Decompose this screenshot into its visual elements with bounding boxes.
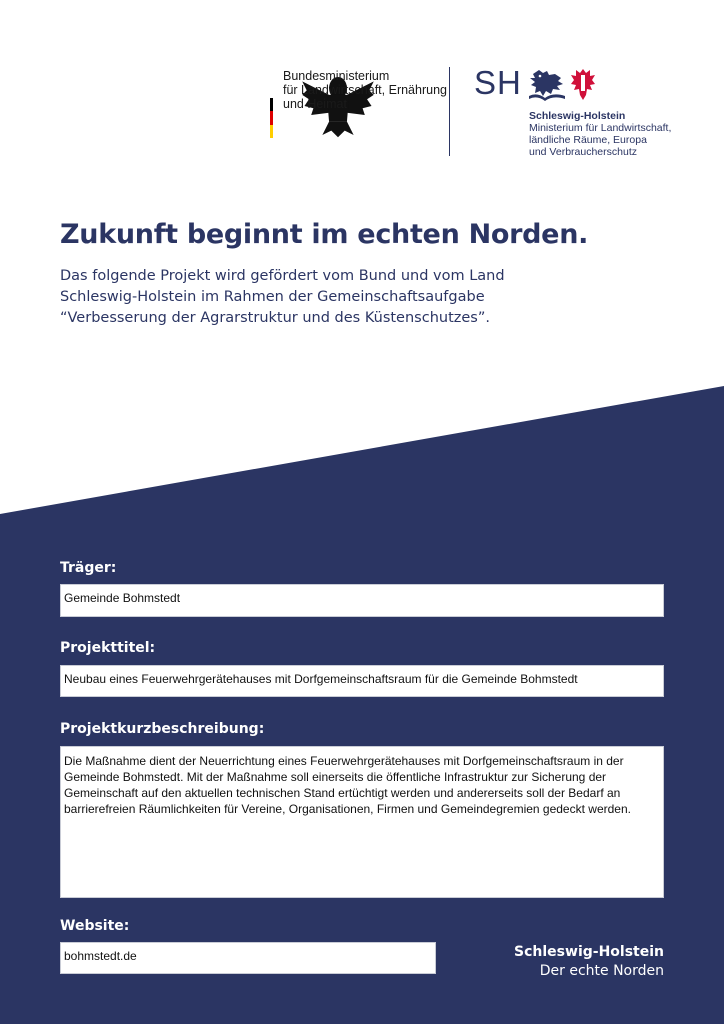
- beschreibung-label: Projektkurzbeschreibung:: [60, 721, 265, 737]
- website-label: Website:: [60, 918, 130, 934]
- sh-ministry-line-1: Ministerium für Landwirtschaft,: [529, 122, 672, 134]
- bmel-line-3: und Heimat: [283, 97, 347, 111]
- beschreibung-line-2: Gemeinde Bohmstedt. Mit der Maßnahme soll einerseits die öffentliche Infrastruktur zur Sicherung der: [64, 770, 607, 784]
- website-field[interactable]: bohmstedt.de: [60, 942, 436, 974]
- bmel-line-1: Bundesministerium: [283, 69, 390, 83]
- german-flag-bar: [270, 98, 273, 138]
- traeger-label: Träger:: [60, 560, 117, 576]
- beschreibung-line-1: Die Maßnahme dient der Neuerrichtung eines Feuerwehrgerätehauses mit Dorfgemeinschaftsraum in der: [64, 754, 624, 768]
- beschreibung-line-3: Gemeinschaft auf den aktuellen technischen Stand ertüchtigt werden und andererseits soll der Bedarf an: [64, 786, 621, 800]
- projekttitel-field[interactable]: Neubau eines Feuerwehrgerätehauses mit Dorfgemeinschaftsraum für die Gemeinde Bohmstedt: [60, 665, 664, 697]
- sh-name: Schleswig-Holstein: [529, 110, 626, 122]
- bmel-ministry-name: [283, 69, 447, 111]
- sh-nettle-leaf-icon: [570, 67, 596, 101]
- sh-lion-icon: [527, 66, 567, 102]
- intro-text: [60, 266, 660, 329]
- footer-brand-line-1: Schleswig-Holstein: [514, 944, 664, 960]
- footer-brand: [514, 943, 664, 981]
- footer-brand-line-2: Der echte Norden: [539, 963, 664, 979]
- sh-ministry-line-2: ländliche Räume, Europa: [529, 134, 647, 146]
- bmel-line-2: für Landwirtschaft, Ernährung: [283, 83, 447, 97]
- logo-divider: [449, 67, 450, 156]
- projekttitel-label: Projekttitel:: [60, 640, 156, 656]
- intro-line-2: Schleswig-Holstein im Rahmen der Gemeinschaftsaufgabe: [60, 289, 485, 305]
- headline: Zukunft beginnt im echten Norden.: [60, 219, 589, 250]
- intro-line-3: “Verbesserung der Agrarstruktur und des Küstenschutzes”.: [60, 310, 490, 326]
- traeger-field[interactable]: Gemeinde Bohmstedt: [60, 584, 664, 617]
- intro-line-1: Das folgende Projekt wird gefördert vom Bund und vom Land: [60, 268, 505, 284]
- beschreibung-field[interactable]: [60, 746, 664, 898]
- sh-ministry-line-3: und Verbraucherschutz: [529, 146, 637, 158]
- sh-logo-letters: SH: [474, 64, 522, 101]
- sh-ministry-block: [529, 110, 671, 158]
- beschreibung-line-4: barrierefreien Räumlichkeiten für Vereine, Organisationen, Firmen und Gemeindegremien gedeckt werden.: [64, 802, 631, 816]
